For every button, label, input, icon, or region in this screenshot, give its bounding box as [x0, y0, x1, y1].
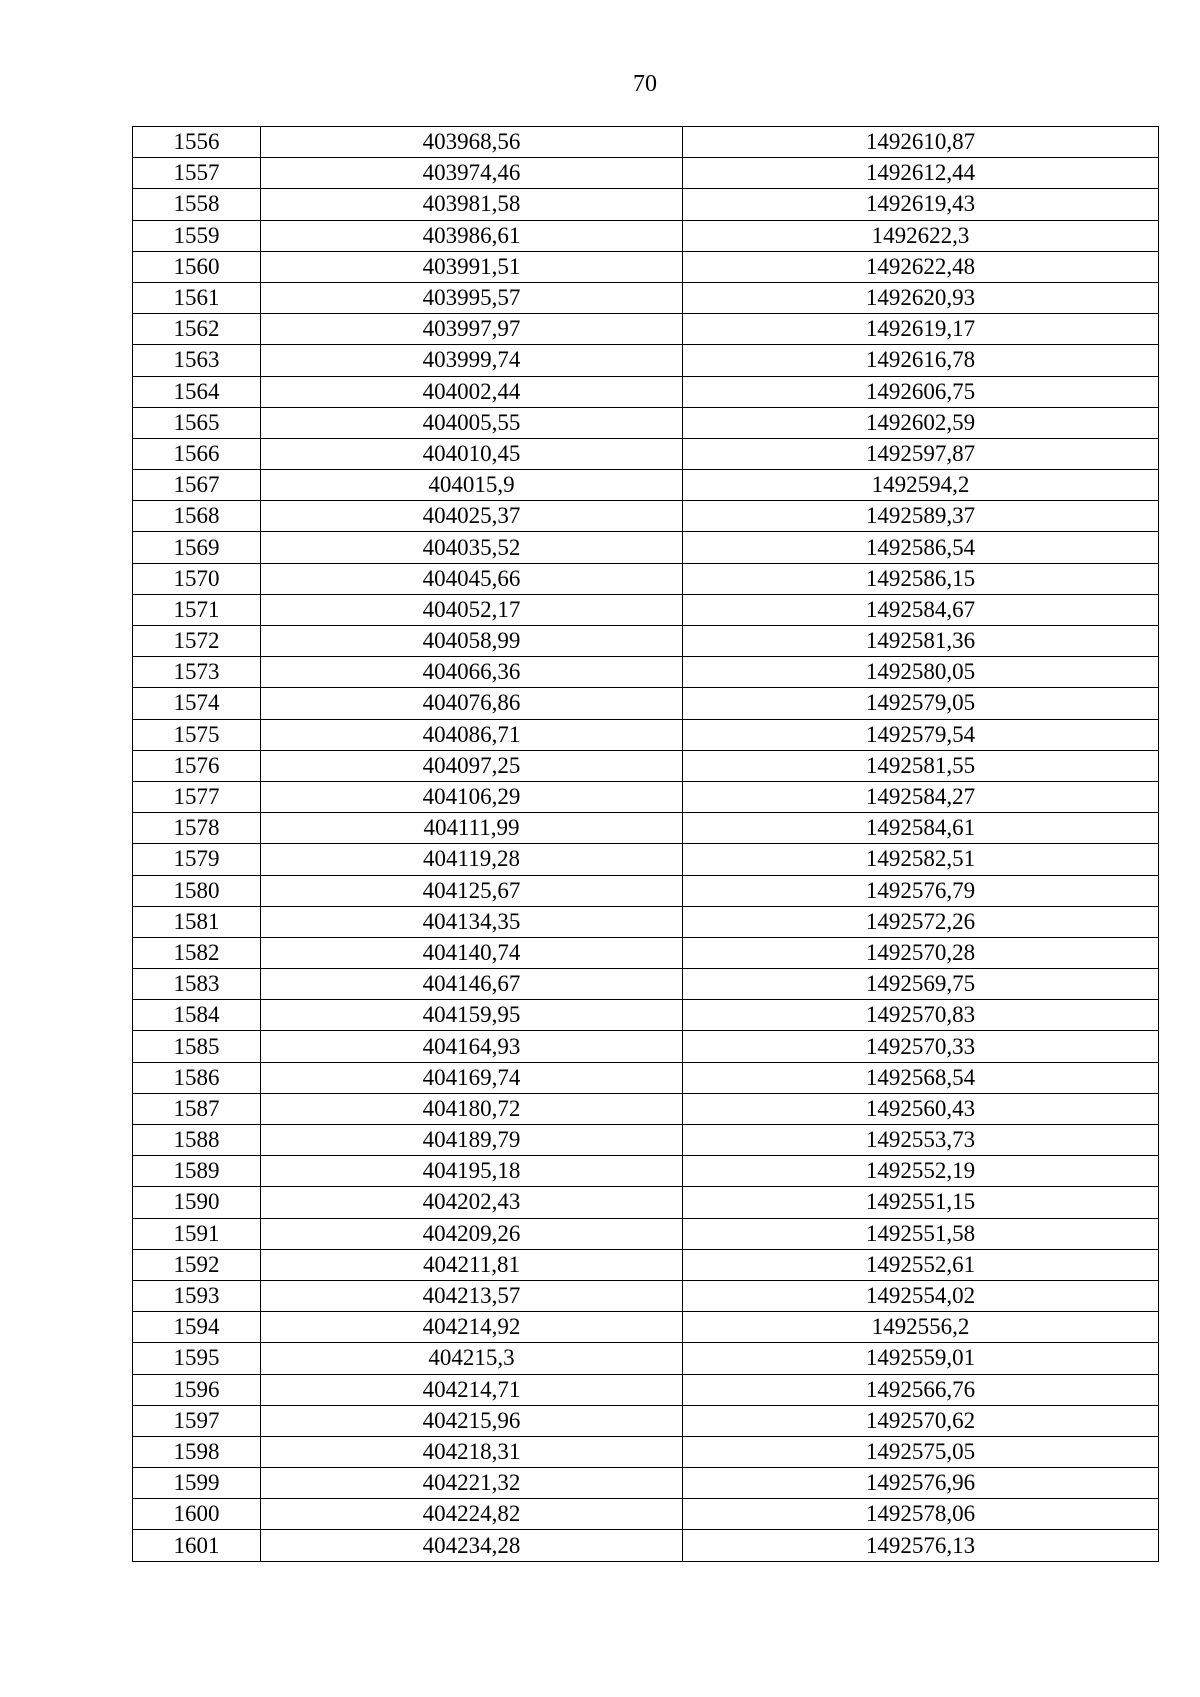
table-row	[133, 438, 1159, 469]
point-number-cell: 1563	[133, 345, 261, 376]
x-coordinate-cell: 404234,28	[261, 1530, 683, 1561]
point-number-cell: 1588	[133, 1125, 261, 1156]
x-coordinate-cell: 404052,17	[261, 594, 683, 625]
y-coordinate-cell: 1492568,54	[683, 1062, 1159, 1093]
table-row	[133, 844, 1159, 875]
y-coordinate-cell: 1492551,15	[683, 1187, 1159, 1218]
table-row	[133, 470, 1159, 501]
table-row	[133, 1312, 1159, 1343]
table-row	[133, 376, 1159, 407]
y-coordinate-cell: 1492622,48	[683, 251, 1159, 282]
table-row	[133, 345, 1159, 376]
y-coordinate-cell: 1492569,75	[683, 969, 1159, 1000]
point-number-cell: 1594	[133, 1312, 261, 1343]
x-coordinate-cell: 404221,32	[261, 1468, 683, 1499]
point-number-cell: 1564	[133, 376, 261, 407]
point-number-cell: 1578	[133, 813, 261, 844]
point-number-cell: 1557	[133, 158, 261, 189]
x-coordinate-cell: 404086,71	[261, 719, 683, 750]
x-coordinate-cell: 404224,82	[261, 1499, 683, 1530]
table-row	[133, 127, 1159, 158]
point-number-cell: 1581	[133, 906, 261, 937]
point-number-cell: 1596	[133, 1374, 261, 1405]
y-coordinate-cell: 1492582,51	[683, 844, 1159, 875]
point-number-cell: 1593	[133, 1280, 261, 1311]
point-number-cell: 1587	[133, 1093, 261, 1124]
table-row	[133, 781, 1159, 812]
x-coordinate-cell: 403981,58	[261, 189, 683, 220]
table-row	[133, 158, 1159, 189]
table-row	[133, 1499, 1159, 1530]
point-number-cell: 1600	[133, 1499, 261, 1530]
y-coordinate-cell: 1492584,27	[683, 781, 1159, 812]
x-coordinate-cell: 404010,45	[261, 438, 683, 469]
point-number-cell: 1575	[133, 719, 261, 750]
y-coordinate-cell: 1492572,26	[683, 906, 1159, 937]
point-number-cell: 1573	[133, 657, 261, 688]
y-coordinate-cell: 1492581,36	[683, 626, 1159, 657]
point-number-cell: 1580	[133, 875, 261, 906]
point-number-cell: 1560	[133, 251, 261, 282]
table-row	[133, 314, 1159, 345]
point-number-cell: 1582	[133, 937, 261, 968]
x-coordinate-cell: 404195,18	[261, 1156, 683, 1187]
point-number-cell: 1565	[133, 407, 261, 438]
point-number-cell: 1583	[133, 969, 261, 1000]
table-row	[133, 1343, 1159, 1374]
y-coordinate-cell: 1492589,37	[683, 501, 1159, 532]
point-number-cell: 1592	[133, 1249, 261, 1280]
y-coordinate-cell: 1492619,43	[683, 189, 1159, 220]
x-coordinate-cell: 404218,31	[261, 1436, 683, 1467]
table-row	[133, 1000, 1159, 1031]
y-coordinate-cell: 1492619,17	[683, 314, 1159, 345]
x-coordinate-cell: 404140,74	[261, 937, 683, 968]
table-row	[133, 1249, 1159, 1280]
table-row	[133, 594, 1159, 625]
point-number-cell: 1567	[133, 470, 261, 501]
table-row	[133, 937, 1159, 968]
x-coordinate-cell: 404035,52	[261, 532, 683, 563]
y-coordinate-cell: 1492579,54	[683, 719, 1159, 750]
x-coordinate-cell: 404111,99	[261, 813, 683, 844]
table-row	[133, 1280, 1159, 1311]
table-row	[133, 282, 1159, 313]
y-coordinate-cell: 1492576,79	[683, 875, 1159, 906]
x-coordinate-cell: 404015,9	[261, 470, 683, 501]
x-coordinate-cell: 404180,72	[261, 1093, 683, 1124]
point-number-cell: 1561	[133, 282, 261, 313]
table-row	[133, 813, 1159, 844]
y-coordinate-cell: 1492584,61	[683, 813, 1159, 844]
table-row	[133, 251, 1159, 282]
table-row	[133, 906, 1159, 937]
point-number-cell: 1590	[133, 1187, 261, 1218]
table-row	[133, 688, 1159, 719]
x-coordinate-cell: 404164,93	[261, 1031, 683, 1062]
table-row	[133, 532, 1159, 563]
y-coordinate-cell: 1492552,19	[683, 1156, 1159, 1187]
point-number-cell: 1586	[133, 1062, 261, 1093]
table-row	[133, 1156, 1159, 1187]
point-number-cell: 1571	[133, 594, 261, 625]
x-coordinate-cell: 404209,26	[261, 1218, 683, 1249]
point-number-cell: 1601	[133, 1530, 261, 1561]
y-coordinate-cell: 1492570,33	[683, 1031, 1159, 1062]
table-row	[133, 969, 1159, 1000]
x-coordinate-cell: 404214,92	[261, 1312, 683, 1343]
point-number-cell: 1577	[133, 781, 261, 812]
y-coordinate-cell: 1492579,05	[683, 688, 1159, 719]
x-coordinate-cell: 404066,36	[261, 657, 683, 688]
point-number-cell: 1579	[133, 844, 261, 875]
table-row	[133, 407, 1159, 438]
y-coordinate-cell: 1492575,05	[683, 1436, 1159, 1467]
table-row	[133, 1187, 1159, 1218]
y-coordinate-cell: 1492584,67	[683, 594, 1159, 625]
page-number: 70	[633, 71, 657, 97]
point-number-cell: 1558	[133, 189, 261, 220]
point-number-cell: 1585	[133, 1031, 261, 1062]
y-coordinate-cell: 1492586,54	[683, 532, 1159, 563]
table-row	[133, 1062, 1159, 1093]
y-coordinate-cell: 1492581,55	[683, 750, 1159, 781]
coordinates-table	[132, 126, 1159, 1562]
table-row	[133, 1374, 1159, 1405]
point-number-cell: 1589	[133, 1156, 261, 1187]
x-coordinate-cell: 404202,43	[261, 1187, 683, 1218]
x-coordinate-cell: 404058,99	[261, 626, 683, 657]
table-row	[133, 657, 1159, 688]
table-row	[133, 1125, 1159, 1156]
table-row	[133, 750, 1159, 781]
x-coordinate-cell: 404189,79	[261, 1125, 683, 1156]
point-number-cell: 1559	[133, 220, 261, 251]
y-coordinate-cell: 1492586,15	[683, 563, 1159, 594]
y-coordinate-cell: 1492580,05	[683, 657, 1159, 688]
y-coordinate-cell: 1492606,75	[683, 376, 1159, 407]
y-coordinate-cell: 1492602,59	[683, 407, 1159, 438]
x-coordinate-cell: 404097,25	[261, 750, 683, 781]
x-coordinate-cell: 403986,61	[261, 220, 683, 251]
y-coordinate-cell: 1492594,2	[683, 470, 1159, 501]
x-coordinate-cell: 404002,44	[261, 376, 683, 407]
y-coordinate-cell: 1492570,28	[683, 937, 1159, 968]
table-row	[133, 1468, 1159, 1499]
point-number-cell: 1599	[133, 1468, 261, 1499]
x-coordinate-cell: 404045,66	[261, 563, 683, 594]
point-number-cell: 1568	[133, 501, 261, 532]
x-coordinate-cell: 403999,74	[261, 345, 683, 376]
x-coordinate-cell: 404215,3	[261, 1343, 683, 1374]
table-row	[133, 1031, 1159, 1062]
y-coordinate-cell: 1492554,02	[683, 1280, 1159, 1311]
table-row	[133, 1218, 1159, 1249]
coordinates-table-body	[133, 127, 1159, 1562]
point-number-cell: 1566	[133, 438, 261, 469]
y-coordinate-cell: 1492566,76	[683, 1374, 1159, 1405]
x-coordinate-cell: 404005,55	[261, 407, 683, 438]
x-coordinate-cell: 404211,81	[261, 1249, 683, 1280]
x-coordinate-cell: 403991,51	[261, 251, 683, 282]
point-number-cell: 1597	[133, 1405, 261, 1436]
y-coordinate-cell: 1492612,44	[683, 158, 1159, 189]
x-coordinate-cell: 404076,86	[261, 688, 683, 719]
y-coordinate-cell: 1492553,73	[683, 1125, 1159, 1156]
point-number-cell: 1574	[133, 688, 261, 719]
y-coordinate-cell: 1492620,93	[683, 282, 1159, 313]
table-row	[133, 719, 1159, 750]
point-number-cell: 1576	[133, 750, 261, 781]
x-coordinate-cell: 404146,67	[261, 969, 683, 1000]
y-coordinate-cell: 1492610,87	[683, 127, 1159, 158]
point-number-cell: 1562	[133, 314, 261, 345]
y-coordinate-cell: 1492576,96	[683, 1468, 1159, 1499]
y-coordinate-cell: 1492578,06	[683, 1499, 1159, 1530]
point-number-cell: 1569	[133, 532, 261, 563]
x-coordinate-cell: 404106,29	[261, 781, 683, 812]
x-coordinate-cell: 404215,96	[261, 1405, 683, 1436]
y-coordinate-cell: 1492570,83	[683, 1000, 1159, 1031]
x-coordinate-cell: 403997,97	[261, 314, 683, 345]
y-coordinate-cell: 1492576,13	[683, 1530, 1159, 1561]
point-number-cell: 1584	[133, 1000, 261, 1031]
point-number-cell: 1556	[133, 127, 261, 158]
point-number-cell: 1591	[133, 1218, 261, 1249]
x-coordinate-cell: 404213,57	[261, 1280, 683, 1311]
table-row	[133, 626, 1159, 657]
y-coordinate-cell: 1492560,43	[683, 1093, 1159, 1124]
table-row	[133, 220, 1159, 251]
point-number-cell: 1595	[133, 1343, 261, 1374]
y-coordinate-cell: 1492552,61	[683, 1249, 1159, 1280]
x-coordinate-cell: 404125,67	[261, 875, 683, 906]
y-coordinate-cell: 1492556,2	[683, 1312, 1159, 1343]
table-row	[133, 875, 1159, 906]
y-coordinate-cell: 1492622,3	[683, 220, 1159, 251]
y-coordinate-cell: 1492597,87	[683, 438, 1159, 469]
table-row	[133, 1093, 1159, 1124]
point-number-cell: 1570	[133, 563, 261, 594]
x-coordinate-cell: 403968,56	[261, 127, 683, 158]
table-row	[133, 563, 1159, 594]
table-row	[133, 501, 1159, 532]
x-coordinate-cell: 404169,74	[261, 1062, 683, 1093]
point-number-cell: 1598	[133, 1436, 261, 1467]
x-coordinate-cell: 403995,57	[261, 282, 683, 313]
y-coordinate-cell: 1492559,01	[683, 1343, 1159, 1374]
point-number-cell: 1572	[133, 626, 261, 657]
table-row	[133, 189, 1159, 220]
x-coordinate-cell: 404159,95	[261, 1000, 683, 1031]
table-row	[133, 1405, 1159, 1436]
y-coordinate-cell: 1492616,78	[683, 345, 1159, 376]
x-coordinate-cell: 404025,37	[261, 501, 683, 532]
x-coordinate-cell: 403974,46	[261, 158, 683, 189]
y-coordinate-cell: 1492570,62	[683, 1405, 1159, 1436]
y-coordinate-cell: 1492551,58	[683, 1218, 1159, 1249]
table-row	[133, 1530, 1159, 1561]
x-coordinate-cell: 404214,71	[261, 1374, 683, 1405]
x-coordinate-cell: 404119,28	[261, 844, 683, 875]
x-coordinate-cell: 404134,35	[261, 906, 683, 937]
table-row	[133, 1436, 1159, 1467]
